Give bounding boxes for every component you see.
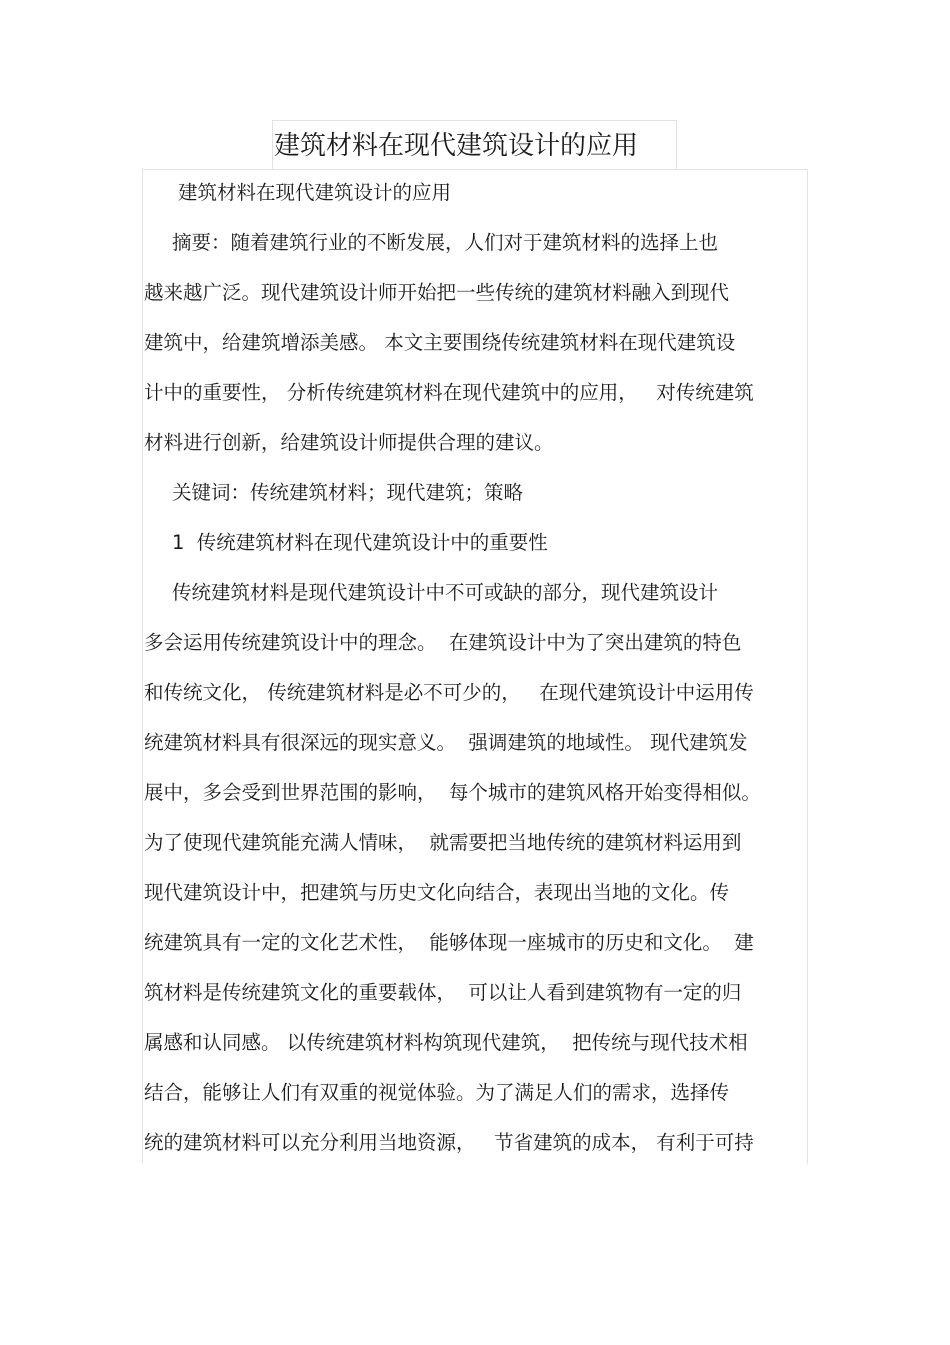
body-line: 属感和认同感。 以传统建筑材料构筑现代建筑， 把传统与现代技术相 <box>144 1031 748 1054</box>
section-heading: 1 传统建筑材料在现代建筑设计中的重要性 <box>172 531 548 554</box>
body-line: 结合，能够让人们有双重的视觉体验。为了满足人们的需求，选择传 <box>144 1081 730 1104</box>
body-line: 为了使现代建筑能充满人情味， 就需要把当地传统的建筑材料运用到 <box>144 831 742 854</box>
abstract-line: 计中的重要性， 分析传统建筑材料在现代建筑中的应用， 对传统建筑 <box>144 381 754 404</box>
keywords-line: 关键词：传统建筑材料；现代建筑；策略 <box>172 481 524 504</box>
subtitle-line: 建筑材料在现代建筑设计的应用 <box>178 181 452 204</box>
abstract-line: 建筑中，给建筑增添美感。 本文主要围绕传统建筑材料在现代建筑设 <box>144 331 736 354</box>
abstract-line: 摘要：随着建筑行业的不断发展，人们对于建筑材料的选择上也 <box>172 231 719 254</box>
abstract-line: 材料进行创新，给建筑设计师提供合理的建议。 <box>144 431 554 454</box>
body-line: 统的建筑材料可以充分利用当地资源， 节省建筑的成本， 有利于可持 <box>144 1131 754 1154</box>
body-line: 现代建筑设计中，把建筑与历史文化向结合，表现出当地的文化。传 <box>144 881 730 904</box>
body-line: 筑材料是传统建筑文化的重要载体， 可以让人看到建筑物有一定的归 <box>144 981 742 1004</box>
abstract-line: 越来越广泛。现代建筑设计师开始把一些传统的建筑材料融入到现代 <box>144 281 730 304</box>
document-title: 建筑材料在现代建筑设计的应用 <box>274 131 639 161</box>
body-line: 传统建筑材料是现代建筑设计中不可或缺的部分，现代建筑设计 <box>172 581 719 604</box>
body-line: 统建筑具有一定的文化艺术性， 能够体现一座城市的历史和文化。 建 <box>144 931 754 954</box>
body-frame <box>142 169 808 1164</box>
body-line: 多会运用传统建筑设计中的理念。 在建筑设计中为了突出建筑的特色 <box>144 631 742 654</box>
body-line: 展中，多会受到世界范围的影响， 每个城市的建筑风格开始变得相似。 <box>144 781 761 804</box>
body-line: 统建筑材料具有很深远的现实意义。 强调建筑的地域性。 现代建筑发 <box>144 731 748 754</box>
body-line: 和传统文化， 传统建筑材料是必不可少的， 在现代建筑设计中运用传 <box>144 681 754 704</box>
